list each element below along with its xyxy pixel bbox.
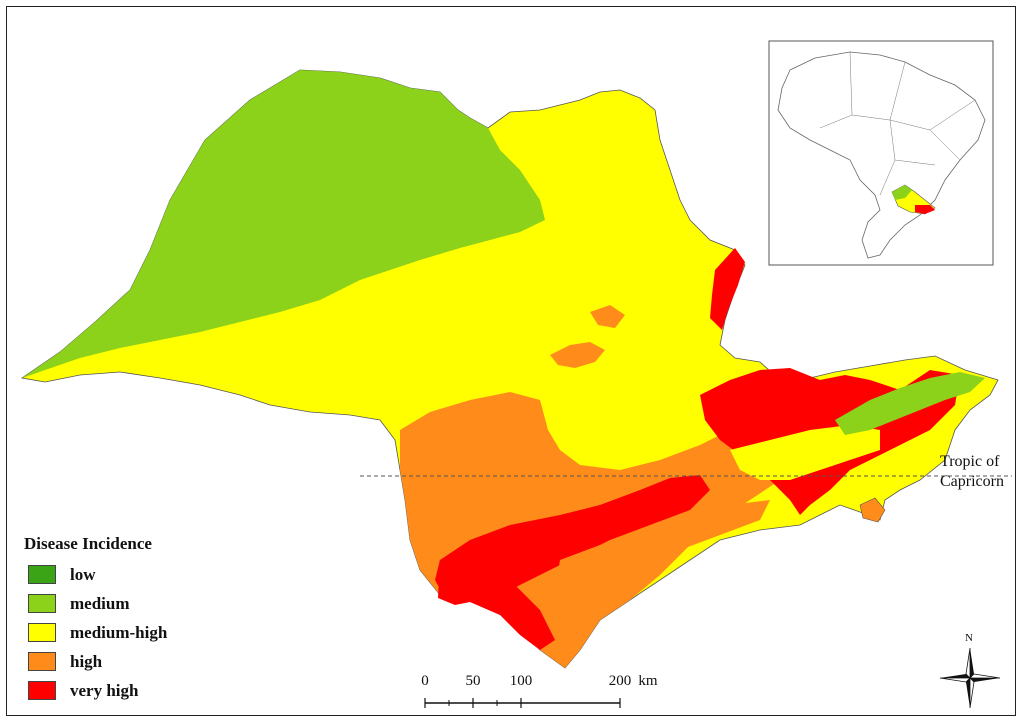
scale-tick-100: 100 xyxy=(509,673,533,689)
legend-item-low xyxy=(24,560,224,589)
legend-item-high xyxy=(24,647,224,676)
legend-swatch-medium xyxy=(28,594,56,613)
legend-label-medium-high: medium-high xyxy=(70,622,168,642)
legend-item-medium-high xyxy=(24,618,224,647)
legend-swatch-low xyxy=(28,565,56,584)
legend-swatch-high xyxy=(28,652,56,671)
north-label: N xyxy=(965,632,973,644)
legend-item-medium xyxy=(24,589,224,618)
compass-rose-icon xyxy=(940,648,1000,708)
tropic-label-line1: Tropic of xyxy=(940,453,1000,470)
legend-label-very-high: very high xyxy=(70,680,139,700)
tropic-label xyxy=(940,452,1004,492)
scale-unit: km xyxy=(638,673,658,689)
legend-item-very-high xyxy=(24,676,224,705)
legend-label-medium: medium xyxy=(70,593,130,613)
legend-label-low: low xyxy=(70,564,96,584)
scale-tick-50: 50 xyxy=(465,673,481,689)
scale-bar xyxy=(425,698,620,708)
legend-swatch-medium-high xyxy=(28,623,56,642)
legend-label-high: high xyxy=(70,651,103,671)
tropic-label-line2: Capricorn xyxy=(940,473,1004,490)
legend xyxy=(24,534,224,705)
scale-tick-0: 0 xyxy=(421,673,429,689)
legend-swatch-very-high xyxy=(28,681,56,700)
legend-title: Disease Incidence xyxy=(24,534,152,553)
scale-tick-200: 200 xyxy=(608,673,632,689)
